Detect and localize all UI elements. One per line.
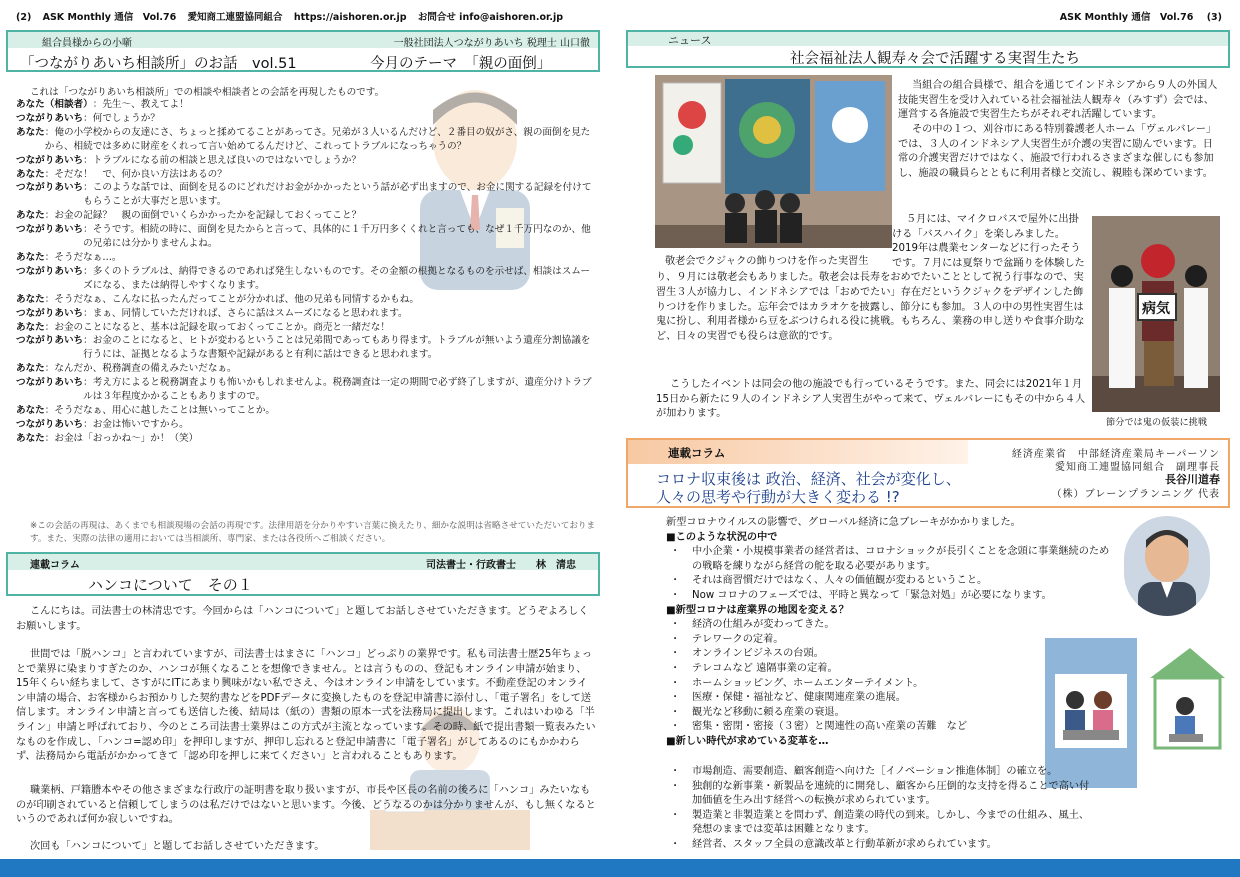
left-page-header: [16, 9, 563, 23]
dialogue-row: つながりあいち ：このような話では、面倒を見るのにどれだけお金がかかったという話が必ず出ますので、お金に関する記録を付けてもらうことが大事だと思います。: [16, 182, 592, 208]
author-portrait: [1124, 516, 1210, 616]
news-paragraph-4: こうしたイベントは同会の他の施設でも行っているそうです。また、同会には2021年１月15日から新たに９人のインドネシア人実習生がやって来て、ヴェルバレーにもその中から４人が加わります。: [656, 379, 1086, 420]
dialogue-row: あなた（相談者） ：先生〜、教えてよ！: [16, 99, 189, 110]
hanko-paragraph-4: 次回も「ハンコについて」と題してお話しさせていただきます。: [30, 841, 325, 852]
news-paragraph-3: ５月には、マイクロバスで屋外に出掛ける「バスハイク」を楽しみました。2019年は農業センターなどに行ったそうです。７月には夏祭りで盆踊りを体験したり、９月には敬老会もありました。敬老会は長寿をおめでたいこととして祝う行事なので、実習生３人が協力し、インドネシアでは「おめでたい」存在だというクジャクをデザインした飾りつけを作りました。忘年会ではカラオケを披露し、節分にも参加。３人の中の男性実習生は鬼に扮し、利用者様から豆をぶつけられる役に挑戦。もちろん、業務の申し送りや食事介助など、日々の実習でも役らは意欲的です。: [656, 214, 1085, 342]
hanko-paragraph-3: 職業柄、戸籍謄本やその他さまざまな行政庁の証明書を取り扱いますが、市長や区長の名前の後ろに「ハンコ」みたいなものが印刷されていると信頼してしまうのは私だけではないと思います。今後、どうなるのかは分かりませんが、もし無くなるというのであれば何か寂しいですね。: [16, 785, 596, 826]
news-paragraph-1: 当組合の組合員様で、組合を通じてインドネシアから９人の外国人技能実習生を受け入れている社会福祉法人観寿々（みすず）会では、運営する各施設で実習生たちがそれぞれ活躍しています。: [898, 80, 1218, 121]
dialogue-row: つながりあいち ：トラブルになる前の相談と思えば良いのではないでしょうか？: [16, 154, 361, 166]
news-kicker-bar: [628, 32, 1228, 46]
list-item: ・ Now コロナのフェーズでは、平時と異なって「緊急対処」が必要になります。: [670, 589, 1052, 601]
corona-heading-3: ■新しい時代が求めている変革を…: [666, 735, 829, 747]
list-item: ・ 経営者、スタッフ全員の意識改革と行動革新が求められています。: [670, 838, 997, 850]
left-url[interactable]: https://aishoren.or.jp: [293, 12, 407, 23]
news-title: 社会福祉法人観寿々会で活躍する実習生たち: [790, 51, 1080, 67]
demon-sign-text: 病気: [1142, 301, 1170, 317]
corona-body: [666, 516, 1118, 750]
hanko-author: 司法書士・行政書士 林 清忠: [426, 560, 576, 571]
corona-heading-2: ■新型コロナは産業界の地図を変える？: [666, 604, 849, 616]
caption-setsubun: 節分では鬼の仮装に挑戦: [1106, 417, 1208, 428]
list-item: ・ 観光など移動に頼る産業の衰退。: [670, 706, 845, 718]
corona-title-line-2: 人々の思考や行動が大きく変わる !?: [656, 488, 900, 506]
dialogue-row: つながりあいち ：まぁ、同情していただければ、さらに話はスムーズになると思われます。: [16, 307, 408, 319]
corona-title-line-1: コロナ収束後は 政治、経済、社会が変化し、: [656, 470, 961, 488]
dialogue-row: あなた ：そだな！ で、何か良い方法はあるの？: [16, 168, 227, 180]
hanko-paragraph-2: 世間では「脱ハンコ」と言われていますが、司法書士はまさに「ハンコ」どっぷりの業界です。私も司法書士歴25年ちょっとで業界に染まりすぎたのか、ハンコが無くなることを想像できません。とは言うものの、登記もオンライン申請が始まり、15年くらい経ちまして、さすがにITにあまり興味がない私でさえ、今はオンライン申請をしています。不動産登記のオンライン申請の場合、お客様からお預かりした契約書などをPDFデータに変換したものを登記申請書に添付し、「電子署名」をして送信します。オンライン申請と言っても送信した後、結局は（紙の）書類の原本一式を法務局に提出します。これはいわゆる「半ライン」申請と呼ばれており、今のところ司法書士業界はこの方式が主流となっています。その時、紙で提出書類一覧表みたいなものを作成し、「ハンコ=認め印」を押印しますが、押印し忘れると登記申請書に「電子署名」がしてあるのにもかかわらず、法務局から電話がかかってきて「認め印を押しに来てください」と言われることもあります。: [16, 649, 596, 763]
left-contact[interactable]: お問合せ info@aishoren.or.jp: [417, 12, 563, 23]
consult-title: 「つながりあいち相談所」のお話 vol.51: [20, 56, 297, 72]
hanko-title: ハンコについて その１: [88, 576, 253, 594]
corona-title-box: [626, 438, 1230, 508]
list-item: ・ テレコムなど 遠隔事業の定着。: [670, 662, 838, 674]
list-item: ・ 独創的な新事業・新製品を連続的に開発し、顧客から圧倒的な支持を得ることで高い付加価値を生み出す経営への転換が求められています。: [670, 780, 1090, 807]
right-page-header: [1060, 9, 1222, 23]
hanko-title-box: [6, 552, 600, 596]
news-paragraph-2: その中の１つ、刈谷市にある特別養護老人ホーム「ヴェルバレー」では、３人のインドネシア人実習生が介護の実習に励んでいます。日常の介護実習だけではなく、施設で行われるさまざまな催しにも参加し、施設の職員らとともに利用者様と交流し、親睦も深めています。: [898, 124, 1217, 179]
dialogue-row: つながりあいち ：多くのトラブルは、納得できるのであれば発生しないものです。その金額の根拠となるものを示せば、相談はスムーズになる、または納得しやすくなります。: [16, 265, 590, 291]
footer-bar: [0, 859, 1240, 877]
dialogue-row: つながりあいち ：お金のことになると、ヒトが変わるということは兄弟間であってもあり得ます。トラブルが無いよう遺産分割協議を行うには、証拠となるような書類や記録があると有利に話はできると思われます。: [16, 335, 591, 361]
news-float-spacer: [656, 213, 892, 271]
corona-affiliation-3: （株）ブレーンプランニング 代表: [1051, 489, 1220, 500]
right-issue: ASK Monthly 通信 Vol.76: [1059, 12, 1194, 23]
dialogue-row: つながりあいち ：何でしょうか？: [16, 112, 160, 124]
news-kicker: ニュース: [668, 34, 712, 47]
left-org: 愛知商工連盟協同組合: [187, 12, 283, 23]
dialogue-row: あなた ：お金は「おっかね〜」か！（笑）: [16, 432, 199, 444]
list-item: ・ 医療・保健・福祉など、健康関連産業の進展。: [670, 692, 906, 704]
consult-note: ※この会話の再現は、あくまでも相談現場の会話の再現です。法律用語を分かりやすい言葉に換えたり、細かな説明は省略させていただいております。また、実際の法律の適用においては当相談所、専門家、または各役所へご相談ください。: [30, 521, 596, 544]
hanko-paragraph-1: こんにちは。司法書士の林清忠です。今回からは「ハンコについて」と題してお話しさせていただきます。どうぞよろしくお願いします。: [16, 606, 589, 632]
dialogue-row: あなた ：なんだか、税務調査の備えみたいだなぁ。: [16, 363, 237, 375]
dialogue-row: つながりあいち ：そうです。相続の時に、面倒を見たからと言って、具体的に１千万円多くくれと言っても、なぜ１千万円なのか、他の兄弟には分かりませんよね。: [16, 224, 591, 250]
corona-kicker: 連載コラム: [668, 446, 726, 460]
list-item: ・ それは商習慣だけではなく、人々の価値観が変わるということ。: [670, 575, 988, 587]
list-item: ・ オンラインビジネスの台頭。: [670, 648, 824, 660]
consult-kicker: 組合員様からの小噺: [42, 38, 132, 49]
list-item: ・ 市場創造、需要創造、顧客創造へ向けた［イノベーション推進体制］の確立を。: [670, 766, 1058, 777]
consult-theme: 今月のテーマ 「親の面倒」: [370, 56, 552, 72]
corona-affiliation-1: 経済産業省 中部経済産業局キーパーソン: [1011, 449, 1220, 460]
photo-setsubun-demon: [1092, 216, 1220, 412]
dialogue-row: あなた ：そうだなぁ、用心に越したことは無いってことか。: [16, 404, 276, 416]
corona-list-3: [666, 765, 1096, 853]
corona-heading-1: ■このような状況の中で: [666, 531, 778, 543]
dialogue-row: つながりあいち ：お金は怖いですから。: [16, 418, 189, 430]
dialogue-row: あなた ：そうだなぁ、こんなに払ったんだってことが分かれば、他の兄弟も同情するかもね。: [16, 293, 419, 305]
list-item: ・ テレワークの定着。: [670, 633, 784, 645]
list-item: ・ 密集・密閉・密接（３密）と関連性の高い産業の苦難 など: [670, 721, 968, 733]
right-page-number: (3): [1206, 12, 1222, 23]
caption-peacock: 敬老会でクジャクの飾りつけを作った実習生: [665, 256, 869, 267]
dialogue-row: あなた ：俺の小学校からの友達にさ、ちょっと揉めてることがあってさ。兄弟が３人いるんだけど、２番目の奴がさ、親の面倒を見たから、相続では多めに財産をくれって言い始めてるんだけど、これってトラブルになっちゃうの？: [16, 126, 591, 152]
dialogue-row: つながりあいち ：考え方によると税務調査よりも怖いかもしれませんよ。税務調査は一定の期間で必ず終了しますが、遺産分けトラブルは３年程度かかることもありますので。: [16, 377, 592, 403]
corona-intro: 新型コロナウイルスの影響で、グローバル経済に急ブレーキがかかりました。: [666, 517, 1021, 528]
dialogue-row: あなた ：お金の記録？ 親の面倒でいくらかかったかを記録しておくってこと？: [16, 210, 362, 222]
list-item: ・ ホームショッピング、ホームエンターテイメント。: [670, 677, 924, 689]
author-portrait-figure: [1124, 516, 1210, 616]
corona-author-name: 長谷川道春: [1165, 473, 1220, 486]
corona-affiliation-2: 愛知商工連盟協同組合 副理事長: [1055, 462, 1220, 473]
consult-title-box: [6, 30, 600, 72]
consult-dialogue: [16, 98, 598, 446]
consult-author: 一般社団法人つながりあいち 税理士 山口徹: [393, 38, 590, 49]
dialogue-row: あなた ：そうだなぁ…。: [16, 251, 122, 263]
left-issue: ASK Monthly 通信 Vol.76: [42, 12, 177, 23]
list-item: ・ 製造業と非製造業とを問わず、創造業の時代の到来。しかし、今までの仕組み、風土、発想のままでは変革は困難となります。: [670, 809, 1090, 836]
news-title-box: [626, 30, 1230, 68]
dialogue-row: あなた ：お金のことになると、基本は記録を取っておくってことか。商売と一緒だな！: [16, 321, 390, 333]
hanko-kicker: 連載コラム: [30, 560, 80, 571]
consult-intro: これは「つながりあいち相談所」での相談や相談者との会話を再現したものです。: [30, 87, 385, 98]
left-page-number: (2): [16, 12, 32, 23]
list-item: ・ 経済の仕組みが変わってきた。: [670, 619, 835, 631]
list-item: ・ 中小企業・小規模事業者の経営者は、コロナショックが長引くことを念頭に事業継続のための戦略を練りながら経営の舵を取る必要があります。: [670, 546, 1110, 572]
